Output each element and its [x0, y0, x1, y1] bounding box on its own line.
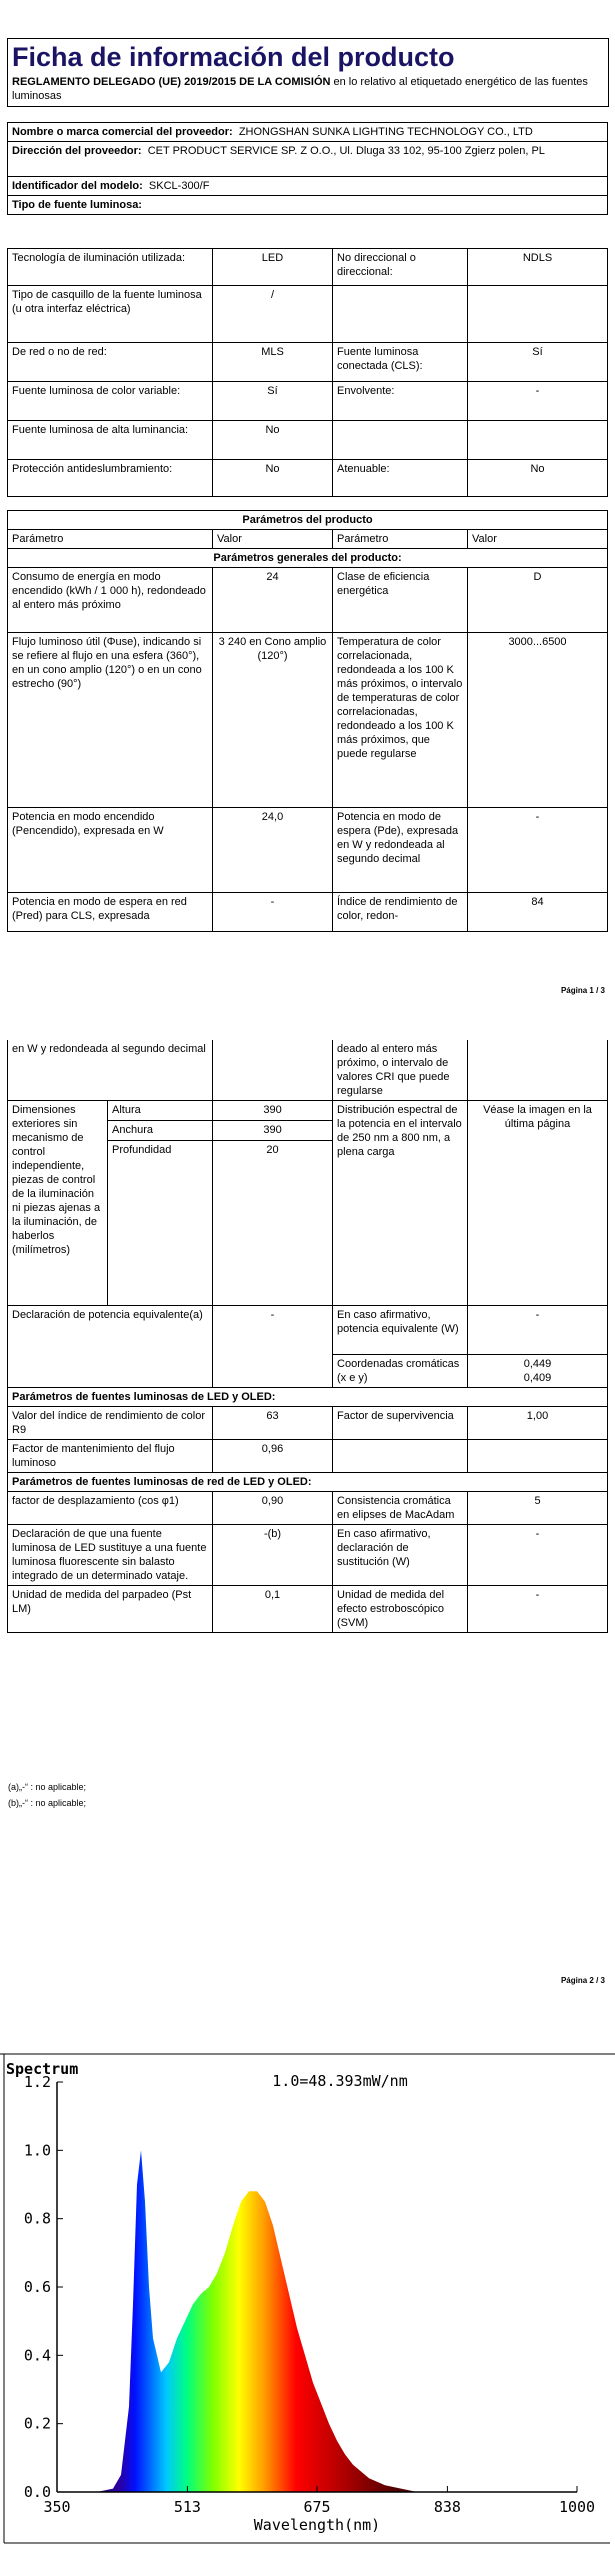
general-label-1: Potencia en modo de espera en red (Pred) para CLS, expresada — [8, 893, 213, 932]
type-value-1: MLS — [213, 343, 333, 382]
title-block — [7, 38, 609, 107]
type-value-1: No — [213, 421, 333, 460]
mains-label-2: Unidad de medida del efecto estroboscópico (SVM) — [333, 1586, 468, 1633]
mains-value-2: - — [468, 1586, 608, 1633]
x-axis-label: Wavelength(nm) — [253, 2516, 381, 2534]
y-tick-label: 0.4 — [23, 2346, 51, 2365]
led-value-1: 63 — [213, 1407, 333, 1440]
col-param-2: Parámetro — [333, 530, 468, 549]
led-label-1: Valor del índice de rendimiento de color R9 — [8, 1407, 213, 1440]
general-value-1: - — [213, 893, 333, 932]
mains-row — [8, 1525, 608, 1586]
spectrum-chart — [0, 2050, 615, 2545]
general-row — [8, 893, 608, 932]
dim-value-0: 390 — [213, 1101, 333, 1121]
led-value-2 — [468, 1440, 608, 1473]
type-label-1: Protección antideslumbramiento: — [8, 460, 213, 497]
general-header: Parámetros generales del producto: — [8, 549, 608, 568]
coords-label: Coordenadas cromáticas (x e y) — [333, 1355, 468, 1388]
type-row — [8, 421, 608, 460]
mains-label-1: Declaración de que una fuente luminosa de LED sustituye a una fuente luminosa fluorescente sin balasto integrado de un determinado vataje. — [8, 1525, 213, 1586]
cont-right: deado al entero más próximo, o intervalo de valores CRI que puede regularse — [333, 1040, 468, 1101]
col-value-1: Valor — [213, 530, 333, 549]
cont-right-value — [468, 1040, 608, 1101]
type-value-2 — [468, 421, 608, 460]
chart-title: Spectrum — [6, 2060, 79, 2078]
x-tick-label: 675 — [303, 2498, 331, 2516]
type-row — [8, 382, 608, 421]
general-label-1: Consumo de energía en modo encendido (kWh / 1 000 h), redondeado al entero más próximo — [8, 568, 213, 633]
y-tick-label: 1.2 — [23, 2073, 51, 2091]
type-label-1: Fuente luminosa de alta luminancia: — [8, 421, 213, 460]
y-tick-label: 0.0 — [23, 2483, 51, 2501]
mains-value-1: 0,1 — [213, 1586, 333, 1633]
type-value-1: No — [213, 460, 333, 497]
general-label-1: Potencia en modo encendido (Pencendido), expresada en W — [8, 808, 213, 893]
page-1 — [0, 0, 615, 1000]
spd-label: Distribución espectral de la potencia en el intervalo de 250 nm a 800 nm, a plena carga — [333, 1101, 468, 1306]
mains-row — [8, 1492, 608, 1525]
mains-value-1: -(b) — [213, 1525, 333, 1586]
general-value-2: - — [468, 808, 608, 893]
regulation-ref: REGLAMENTO DELEGADO (UE) 2019/2015 DE LA COMISIÓN — [12, 76, 331, 88]
regulation-desc: en lo relativo al etiquetado energético de las fuentes luminosas — [12, 76, 588, 102]
equiv-label — [8, 1306, 213, 1388]
type-header-label: Tipo de fuente luminosa: — [12, 199, 142, 211]
dim-name-0: Altura — [108, 1101, 213, 1121]
chart-annotation: 1.0=48.393mW/nm — [272, 2072, 408, 2090]
coords-value — [468, 1355, 608, 1388]
equiv-label-text: Declaración de potencia equivalente(a) — [12, 1309, 203, 1321]
page-3 — [0, 2050, 615, 2560]
type-value-2: - — [468, 382, 608, 421]
type-label-2: Fuente luminosa conectada (CLS): — [333, 343, 468, 382]
page-number-2: Página 2 / 3 — [560, 1976, 605, 1985]
spd-value: Véase la imagen en la última página — [468, 1101, 608, 1306]
equiv-v2: - — [468, 1306, 608, 1355]
led-label-2 — [333, 1440, 468, 1473]
type-label-1: Tecnología de iluminación utilizada: — [8, 249, 213, 286]
cont-left-value — [213, 1040, 333, 1101]
mains-label-1: Unidad de medida del parpadeo (Pst LM) — [8, 1586, 213, 1633]
mains-label-2: En caso afirmativo, declaración de sustitución (W) — [333, 1525, 468, 1586]
col-param-1: Parámetro — [8, 530, 213, 549]
cont-left: en W y redondeada al segundo decimal — [8, 1040, 213, 1101]
equiv-value: - — [213, 1306, 333, 1388]
supplier-label: Nombre o marca comercial del proveedor: — [12, 126, 233, 138]
address-label: Dirección del proveedor: — [12, 145, 142, 157]
general-value-2: D — [468, 568, 608, 633]
page-2 — [0, 1040, 615, 2040]
type-label-1: De red o no de red: — [8, 343, 213, 382]
type-value-1: / — [213, 286, 333, 343]
mains-header: Parámetros de fuentes luminosas de red de LED y OLED: — [8, 1473, 608, 1492]
dim-name-1: Anchura — [108, 1121, 213, 1141]
page-title: Ficha de información del producto — [12, 42, 455, 72]
model-row — [8, 177, 608, 196]
general-value-2: 84 — [468, 893, 608, 932]
mains-row — [8, 1586, 608, 1633]
y-tick-label: 0.2 — [23, 2414, 51, 2433]
dim-name-2: Profundidad — [108, 1141, 213, 1306]
general-value-1: 24,0 — [213, 808, 333, 893]
type-value-2: NDLS — [468, 249, 608, 286]
y-tick-label: 1.0 — [23, 2141, 51, 2160]
model-value: SKCL-300/F — [148, 180, 210, 192]
type-value-1: Sí — [213, 382, 333, 421]
general-row — [8, 808, 608, 893]
general-label-2: Índice de rendimiento de color, redon- — [333, 893, 468, 932]
led-value-2: 1,00 — [468, 1407, 608, 1440]
type-row — [8, 286, 608, 343]
mains-value-2: - — [468, 1525, 608, 1586]
type-label-2: Envolvente: — [333, 382, 468, 421]
spectrum-area — [57, 2150, 577, 2492]
type-table — [7, 248, 608, 497]
general-label-2: Temperatura de color correlacionada, redondeada a los 100 K más próximos, o intervalo de temperaturas de color correlacionadas, redondeado a los 100 K más próximos, que puede regularse — [333, 633, 468, 808]
supplier-row — [8, 123, 608, 142]
y-tick-label: 0.8 — [23, 2209, 51, 2228]
mains-label-1: factor de desplazamiento (cos φ1) — [8, 1492, 213, 1525]
type-label-1: Tipo de casquillo de la fuente luminosa (u otra interfaz eléctrica) — [8, 286, 213, 343]
col-value-2: Valor — [468, 530, 608, 549]
note-a: (a)„-“ : no aplicable; — [8, 1782, 87, 1792]
type-label-1: Fuente luminosa de color variable: — [8, 382, 213, 421]
mains-label-2: Consistencia cromática en elipses de MacAdam — [333, 1492, 468, 1525]
type-row — [8, 343, 608, 382]
y-tick-label: 0.6 — [23, 2278, 51, 2296]
page-number-1: Página 1 / 3 — [560, 986, 605, 995]
x-tick-label: 838 — [433, 2498, 461, 2516]
led-value-1: 0,96 — [213, 1440, 333, 1473]
led-row — [8, 1440, 608, 1473]
mains-value-2: 5 — [468, 1492, 608, 1525]
general-row — [8, 633, 608, 808]
general-label-2: Clase de eficiencia energética — [333, 568, 468, 633]
model-label: Identificador del modelo: — [12, 180, 143, 192]
coords-x: 0,449 — [523, 1358, 552, 1370]
general-label-2: Potencia en modo de espera (Pde), expresada en W y redondeada al segundo decimal — [333, 808, 468, 893]
type-header — [8, 196, 608, 215]
x-tick-label: 513 — [173, 2498, 201, 2516]
x-tick-label: 350 — [43, 2498, 71, 2516]
supplier-table — [7, 122, 608, 215]
general-row — [8, 568, 608, 633]
type-row — [8, 460, 608, 497]
type-label-2 — [333, 286, 468, 343]
coords-y: 0,409 — [523, 1372, 552, 1384]
subtitle — [8, 75, 608, 106]
params-header: Parámetros del producto — [8, 511, 608, 530]
general-value-2: 3000...6500 — [468, 633, 608, 808]
params-table-p2 — [7, 1040, 608, 1633]
dims-label: Dimensiones exteriores sin mecanismo de control independiente, piezas de control de la iluminación ni piezas ajenas a la iluminación, de haberlos (milímetros) — [8, 1101, 108, 1306]
led-label-2: Factor de supervivencia — [333, 1407, 468, 1440]
type-value-2: Sí — [468, 343, 608, 382]
address-row — [8, 142, 608, 177]
type-label-2 — [333, 421, 468, 460]
type-value-2 — [468, 286, 608, 343]
led-row — [8, 1407, 608, 1440]
supplier-value: ZHONGSHAN SUNKA LIGHTING TECHNOLOGY CO., LTD — [238, 126, 533, 138]
general-label-1: Flujo luminoso útil (Φuse), indicando si se refiere al flujo en una esfera (360°), en un cono amplio (120°) o en un cono estrecho (90°) — [8, 633, 213, 808]
dim-value-1: 390 — [213, 1121, 333, 1141]
type-label-2: No direccional o direccional: — [333, 249, 468, 286]
led-header: Parámetros de fuentes luminosas de LED y OLED: — [8, 1388, 608, 1407]
type-value-2: No — [468, 460, 608, 497]
address-value: CET PRODUCT SERVICE SP. Z O.O., Ul. Dluga 33 102, 95-100 Zgierz polen, PL — [147, 145, 545, 157]
type-value-1: LED — [213, 249, 333, 286]
note-b: (b)„-“ : no aplicable; — [8, 1798, 87, 1808]
general-value-1: 24 — [213, 568, 333, 633]
type-row — [8, 249, 608, 286]
x-tick-label: 1000 — [558, 2498, 596, 2516]
led-label-1: Factor de mantenimiento del flujo luminoso — [8, 1440, 213, 1473]
mains-value-1: 0,90 — [213, 1492, 333, 1525]
equiv-l2: En caso afirmativo, potencia equivalente (W) — [333, 1306, 468, 1355]
dim-value-2: 20 — [213, 1141, 333, 1306]
params-table-p1 — [7, 510, 608, 932]
general-value-1: 3 240 en Cono amplio (120°) — [213, 633, 333, 808]
type-label-2: Atenuable: — [333, 460, 468, 497]
